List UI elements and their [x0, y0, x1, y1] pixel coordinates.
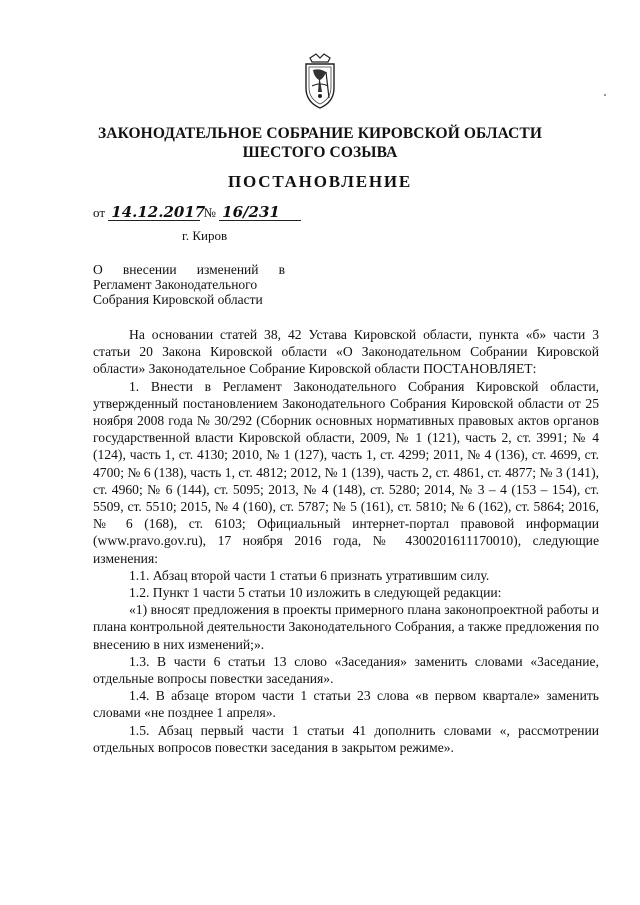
body-paragraph: 1.4. В абзаце втором части 1 статьи 23 слова «в первом квартале» заменить словами «не позднее 1 апреля». — [93, 688, 599, 721]
document-type-title: ПОСТАНОВЛЕНИЕ — [227, 172, 413, 191]
document-date-line — [93, 205, 301, 221]
body-paragraph: На основании статей 38, 42 Устава Кировской области, пункта «б» части 3 статьи 20 Закона Кировской области «О Законодательном Собрании Кировской области» Законодательное Собрание Кировской области ПОСТАНОВЛЯЕТ: — [93, 327, 599, 377]
document-body — [93, 326, 599, 756]
subject-line-3: Собрания Кировской области — [93, 292, 263, 307]
handwritten-number: 16/231 — [219, 205, 301, 221]
organization-line-2: ШЕСТОГО СОЗЫВА — [242, 144, 398, 161]
subject-line-1: О внесении изменений в — [93, 262, 285, 277]
body-paragraph: 1.3. В части 6 статьи 13 слово «Заседания» заменить словами «Заседание, отдельные вопросы повестки заседания». — [93, 653, 599, 687]
body-paragraph: 1.2. Пункт 1 части 5 статьи 10 изложить в следующей редакции: — [129, 585, 502, 601]
from-label: от — [93, 205, 106, 220]
handwritten-date: 14.12.2017 — [108, 205, 200, 221]
coat-of-arms-emblem — [302, 52, 338, 110]
body-paragraph: 1. Внести в Регламент Законодательного Собрания Кировской области, утвержденный постановлением Законодательного Собрания Кировской области от 25 ноября 2008 года № 30/292 (Сборник основных нормативных правовых актов органов государственной власти Кировской области, 2009, № 1 (121), часть 2, ст. 3991; № 4 (124), часть 1, ст. 4130; 2010, № 1 (127), часть 1, ст. 4299; 2011, № 4 (136), ст. 4699, ст. 4700; № 6 (138), часть 1, ст. 4812; 2012, № 1 (139), часть 2, ст. 4861, ст. 4877; № 3 (141), ст. 4960; № 6 (144), ст. 5095; 2013, № 4 (148), ст. 5280; 2014, № 3 – 4 (153 – 154), ст. 5509, ст. 5510; 2015, № 4 (160), ст. 5787; № 5 (161), ст. 5810; № 6 (162), ст. 5864; 2016, № 6 (168), ст. 6103; Официальный интернет-портал правовой информации (www.pravo.gov.ru), 17 ноября 2016 года, № 4300201611170010), следующие изменения: — [93, 378, 599, 566]
number-label: № — [203, 205, 216, 220]
organization-name — [60, 124, 580, 162]
body-paragraph: 1.5. Абзац первый части 1 статьи 41 дополнить словами «, рассмотрении отдельных вопросов повестки заседания в закрытом режиме». — [93, 722, 599, 755]
subject-line-2: Регламент Законодательного — [93, 277, 258, 292]
body-paragraph: «1) вносят предложения в проекты примерного плана законопроектной работы и плана контрольной деятельности Законодательного Собрания, а также предложения по внесению в них изменений;». — [93, 602, 599, 652]
document-subject — [93, 262, 285, 307]
organization-line-1: ЗАКОНОДАТЕЛЬНОЕ СОБРАНИЕ КИРОВСКОЙ ОБЛАСТИ — [98, 125, 542, 142]
scan-speck — [604, 94, 606, 96]
city-label: г. Киров — [182, 228, 228, 243]
body-paragraph: 1.1. Абзац второй части 1 статьи 6 признать утратившим силу. — [129, 567, 490, 583]
